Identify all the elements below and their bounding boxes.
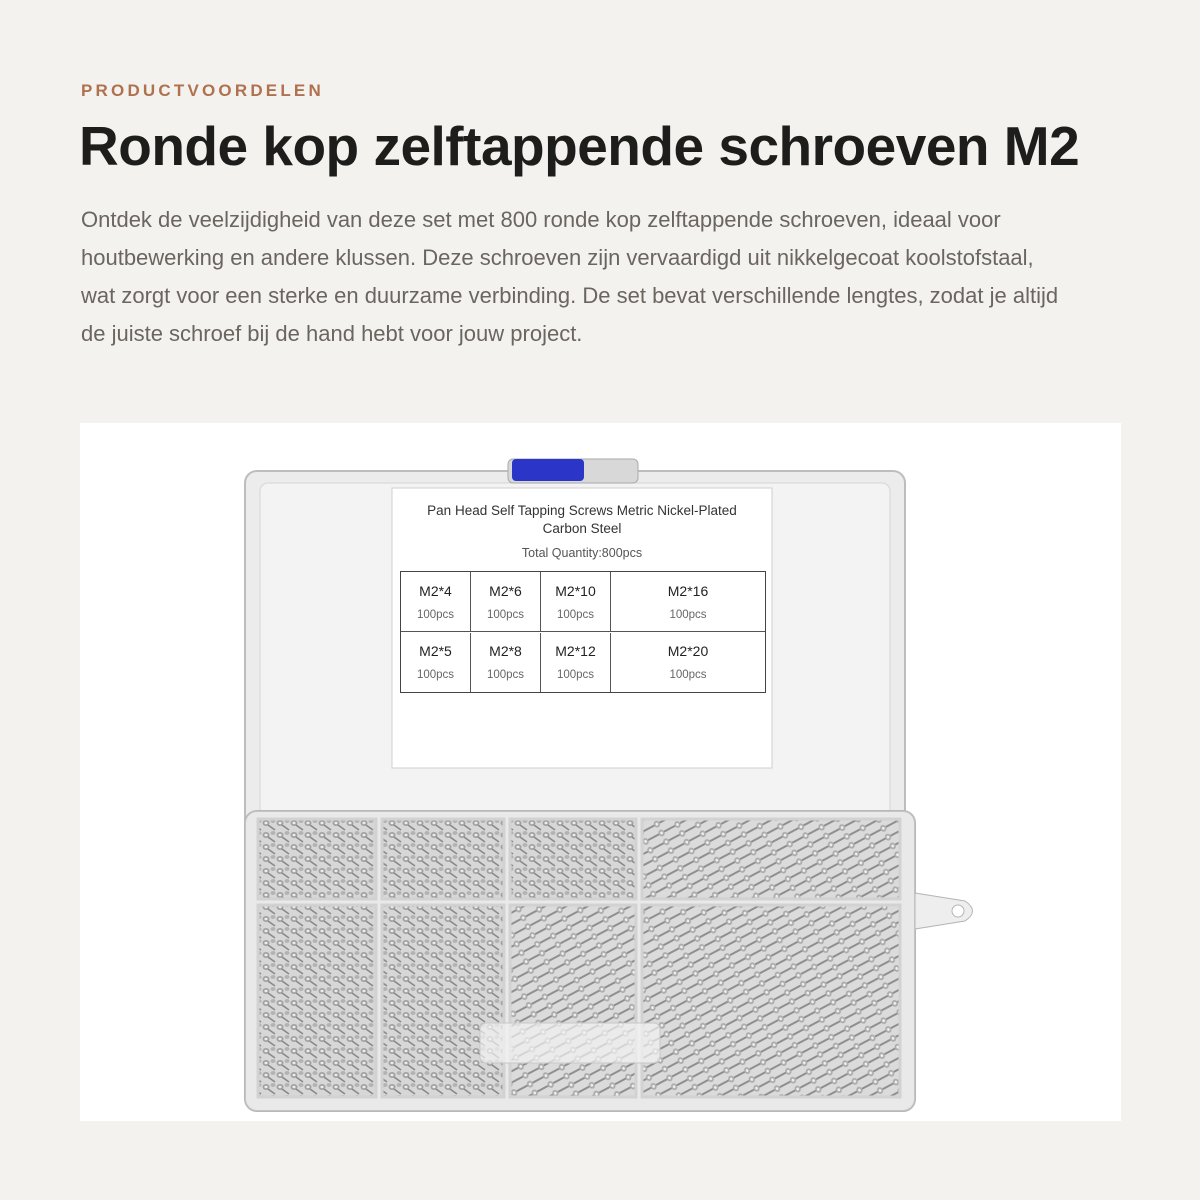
- size-table: [400, 571, 766, 693]
- page-title: Ronde kop zelftappende schroeven M2: [79, 115, 1080, 177]
- size-cell: [401, 633, 471, 692]
- size-value: M2*16: [667, 582, 709, 599]
- size-value: M2*12: [555, 643, 596, 659]
- size-cell: [611, 572, 765, 632]
- size-value: M2*4: [419, 582, 452, 599]
- size-value: M2*6: [489, 582, 522, 599]
- size-cell: [541, 633, 611, 692]
- product-photo: [80, 423, 1121, 1121]
- eyebrow-label: PRODUCTVOORDELEN: [81, 81, 324, 100]
- size-cell: [471, 633, 541, 692]
- size-cell: [541, 572, 611, 632]
- size-cell: [611, 633, 765, 692]
- size-cell: [471, 572, 541, 632]
- size-value: M2*10: [555, 582, 596, 599]
- qty-value: 100pcs: [669, 669, 707, 681]
- qty-value: 100pcs: [556, 608, 595, 621]
- product-label: [392, 488, 772, 768]
- size-value: M2*8: [489, 643, 522, 659]
- label-title: Pan Head Self Tapping Screws Metric Nickel-Plated Carbon Steel: [427, 503, 737, 536]
- size-value: M2*5: [419, 643, 452, 659]
- qty-value: 100pcs: [486, 669, 525, 681]
- qty-value: 100pcs: [556, 669, 595, 681]
- qty-value: 100pcs: [669, 608, 707, 621]
- size-value: M2*20: [667, 643, 709, 659]
- product-description: Ontdek de veelzijdigheid van deze set met 800 ronde kop zelftappende schroeven, ideaal voor houtbewerking en andere klussen. Deze schroeven zijn vervaardigd uit nikkelgecoat koolstofstaal, wat zorgt voor een sterke en duurzame verbinding. De set bevat verschillende lengtes, zodat je altijd de juiste schroef bij de hand hebt voor jouw project.: [81, 207, 1059, 346]
- qty-value: 100pcs: [416, 669, 455, 681]
- size-cell: [401, 572, 471, 632]
- qty-value: 100pcs: [486, 608, 525, 621]
- label-total-quantity: Total Quantity:800pcs: [521, 546, 643, 560]
- qty-value: 100pcs: [416, 608, 455, 621]
